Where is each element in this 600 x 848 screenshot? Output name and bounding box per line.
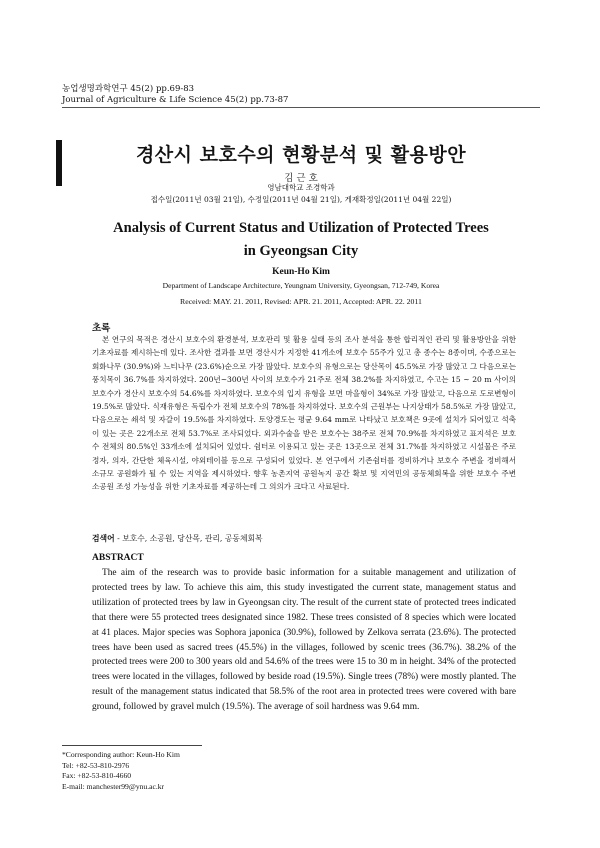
footnote-rule [62, 745, 202, 746]
abstract-english-heading: ABSTRACT [92, 553, 144, 563]
author-name-korean: 김 근 호 [284, 173, 318, 184]
journal-citation-en: Journal of Agriculture & Life Science 45(2) pp.73-87 [62, 95, 289, 105]
author-name-english: Keun-Ho Kim [272, 267, 330, 277]
paper-title-english-line1: Analysis of Current Status and Utilization of Protected Trees [113, 220, 489, 236]
footnote [62, 750, 180, 792]
abstract-korean-heading: 초록 [92, 323, 111, 334]
paper-title-english [62, 217, 540, 263]
author-fax: Fax: +82-53-810-4660 [62, 771, 132, 780]
affiliation-korean: 영남대학교 조경학과 [267, 183, 335, 192]
journal-header [62, 84, 288, 106]
abstract-english-body: The aim of the research was to provide basic information for a suitable management and utilization of protected trees by law. To achieve this aim, this study investigated the current state, management status and utilization of protected trees by law in Gyeongsan city. The result of the current state of protected trees indicated that there were 55 protected trees designated since 1982. These trees consisted of 8 species which were located at 41 places. Major species was Sophora japonica (30.9%), followed by Zelkova serrata (23.6%). The protected trees have been used as sacred trees (45.5%) in the villages, followed by scenic trees (36.7%). 38.2% of the protected trees were 200 to 300 years old and 54.6% of the trees were 15 to 30 m in height. 34% of the protected trees were located in the villages, followed by beside road (19.5%). Single trees (78%) were mostly planted. The result of the management status indicated that 58.5% of the root area in protected trees were covered with bare ground, followed by gravel mulch (19.5%). The average of soil hardness was 9.64 mm. [92, 568, 516, 713]
paper-title-korean: 경산시 보호수의 현황분석 및 활용방안 [135, 144, 467, 166]
corresponding-author: *Corresponding author: Keun-Ho Kim [62, 750, 180, 759]
paper-title-english-line2: in Gyeongsan City [243, 243, 359, 259]
abstract-korean-body: 본 연구의 목적은 경산시 보호수의 환경분석, 보호관리 및 활용 실태 등의 조사 분석을 통한 합리적인 관리 및 활용방안을 위한 기초자료를 제시하는데 있다. 조사한 결과를 보면 경산시가 지정한 41개소에 보호수 55주가 있고 총 종수는 8종이며, 수종으로는 회화나무 (30.9%)와 느티나무 (23.6%)순으로 가장 많았다. 보호수의 유형으로는 당산목이 45.5%로 가장 많았고 그 다음으로는 풍치목이 36.7%를 차지하였다. 200년~300년 사이의 보호수가 21주로 전체 38.2%를 차지하였고, 수고는 15 ~ 20 m 사이의 보호수가 경산시 보호수의 54.6%를 차지하였다. 보호수의 입지 유형을 보면 마을형이 34%로 가장 많았고, 다음으로 도로변형이 19.5%로 많았다. 식재유형은 독립수가 전체 보호수의 78%를 차지하였다. 보호수의 근원부는 나지상태가 58.5%로 가장 많았고, 다음으로는 쇄석 및 자갈이 19.5%를 차지하였다. 토양경도는 평균 9.64 mm로 나타났고 보호책은 9곳에 설치가 되어있고 석축이 있는 곳은 22개소로 전체 53.7%로 조사되었다. 외과수술을 받은 보호수는 38주로 전체 70.9%를 차지하였고 표지석은 보호수 전체의 80.5%인 33개소에 설치되어 있었다. 쉼터로 이용되고 있는 곳은 13곳으로 전체 31.7%를 차지하였고 시설물은 주로 정자, 의자, 간단한 체육시설, 야외테이블 등으로 구성되어 있었다. 본 연구에서 기존쉼터를 정비하거나 보호수 주변을 정비해서 소규모 공원화가 될 수 있는 지역을 제시하였다. 향후 농촌지역 공원녹지 공간 확보 및 지역민의 공동체회복을 위한 보호수 주변 소공원 조성 가능성을 위한 기초자료를 제공하는데 그 의의가 크다고 사료된다. [92, 335, 516, 492]
affiliation-english: Department of Landscape Architecture, Yeungnam University, Gyeongsan, 712-749, Korea [162, 281, 440, 290]
keywords-list: - 보호수, 소공원, 당산목, 관리, 공동체회복 [114, 534, 263, 543]
author-tel: Tel: +82-53-810-2976 [62, 760, 130, 770]
keywords [92, 533, 263, 544]
author-email: E-mail: manchester99@ynu.ac.kr [62, 781, 165, 791]
dates-korean: 접수일(2011년 03월 21일), 수정일(2011년 04월 21일), 게재확정일(2011년 04월 22일) [150, 195, 452, 204]
header-rule [62, 107, 540, 108]
keywords-label: 검색어 [92, 534, 115, 543]
dates-english: Received: MAY. 21. 2011, Revised: APR. 21. 2011, Accepted: APR. 22. 2011 [180, 297, 422, 306]
journal-citation-ko: 농업생명과학연구 45(2) pp.69-83 [62, 84, 195, 94]
